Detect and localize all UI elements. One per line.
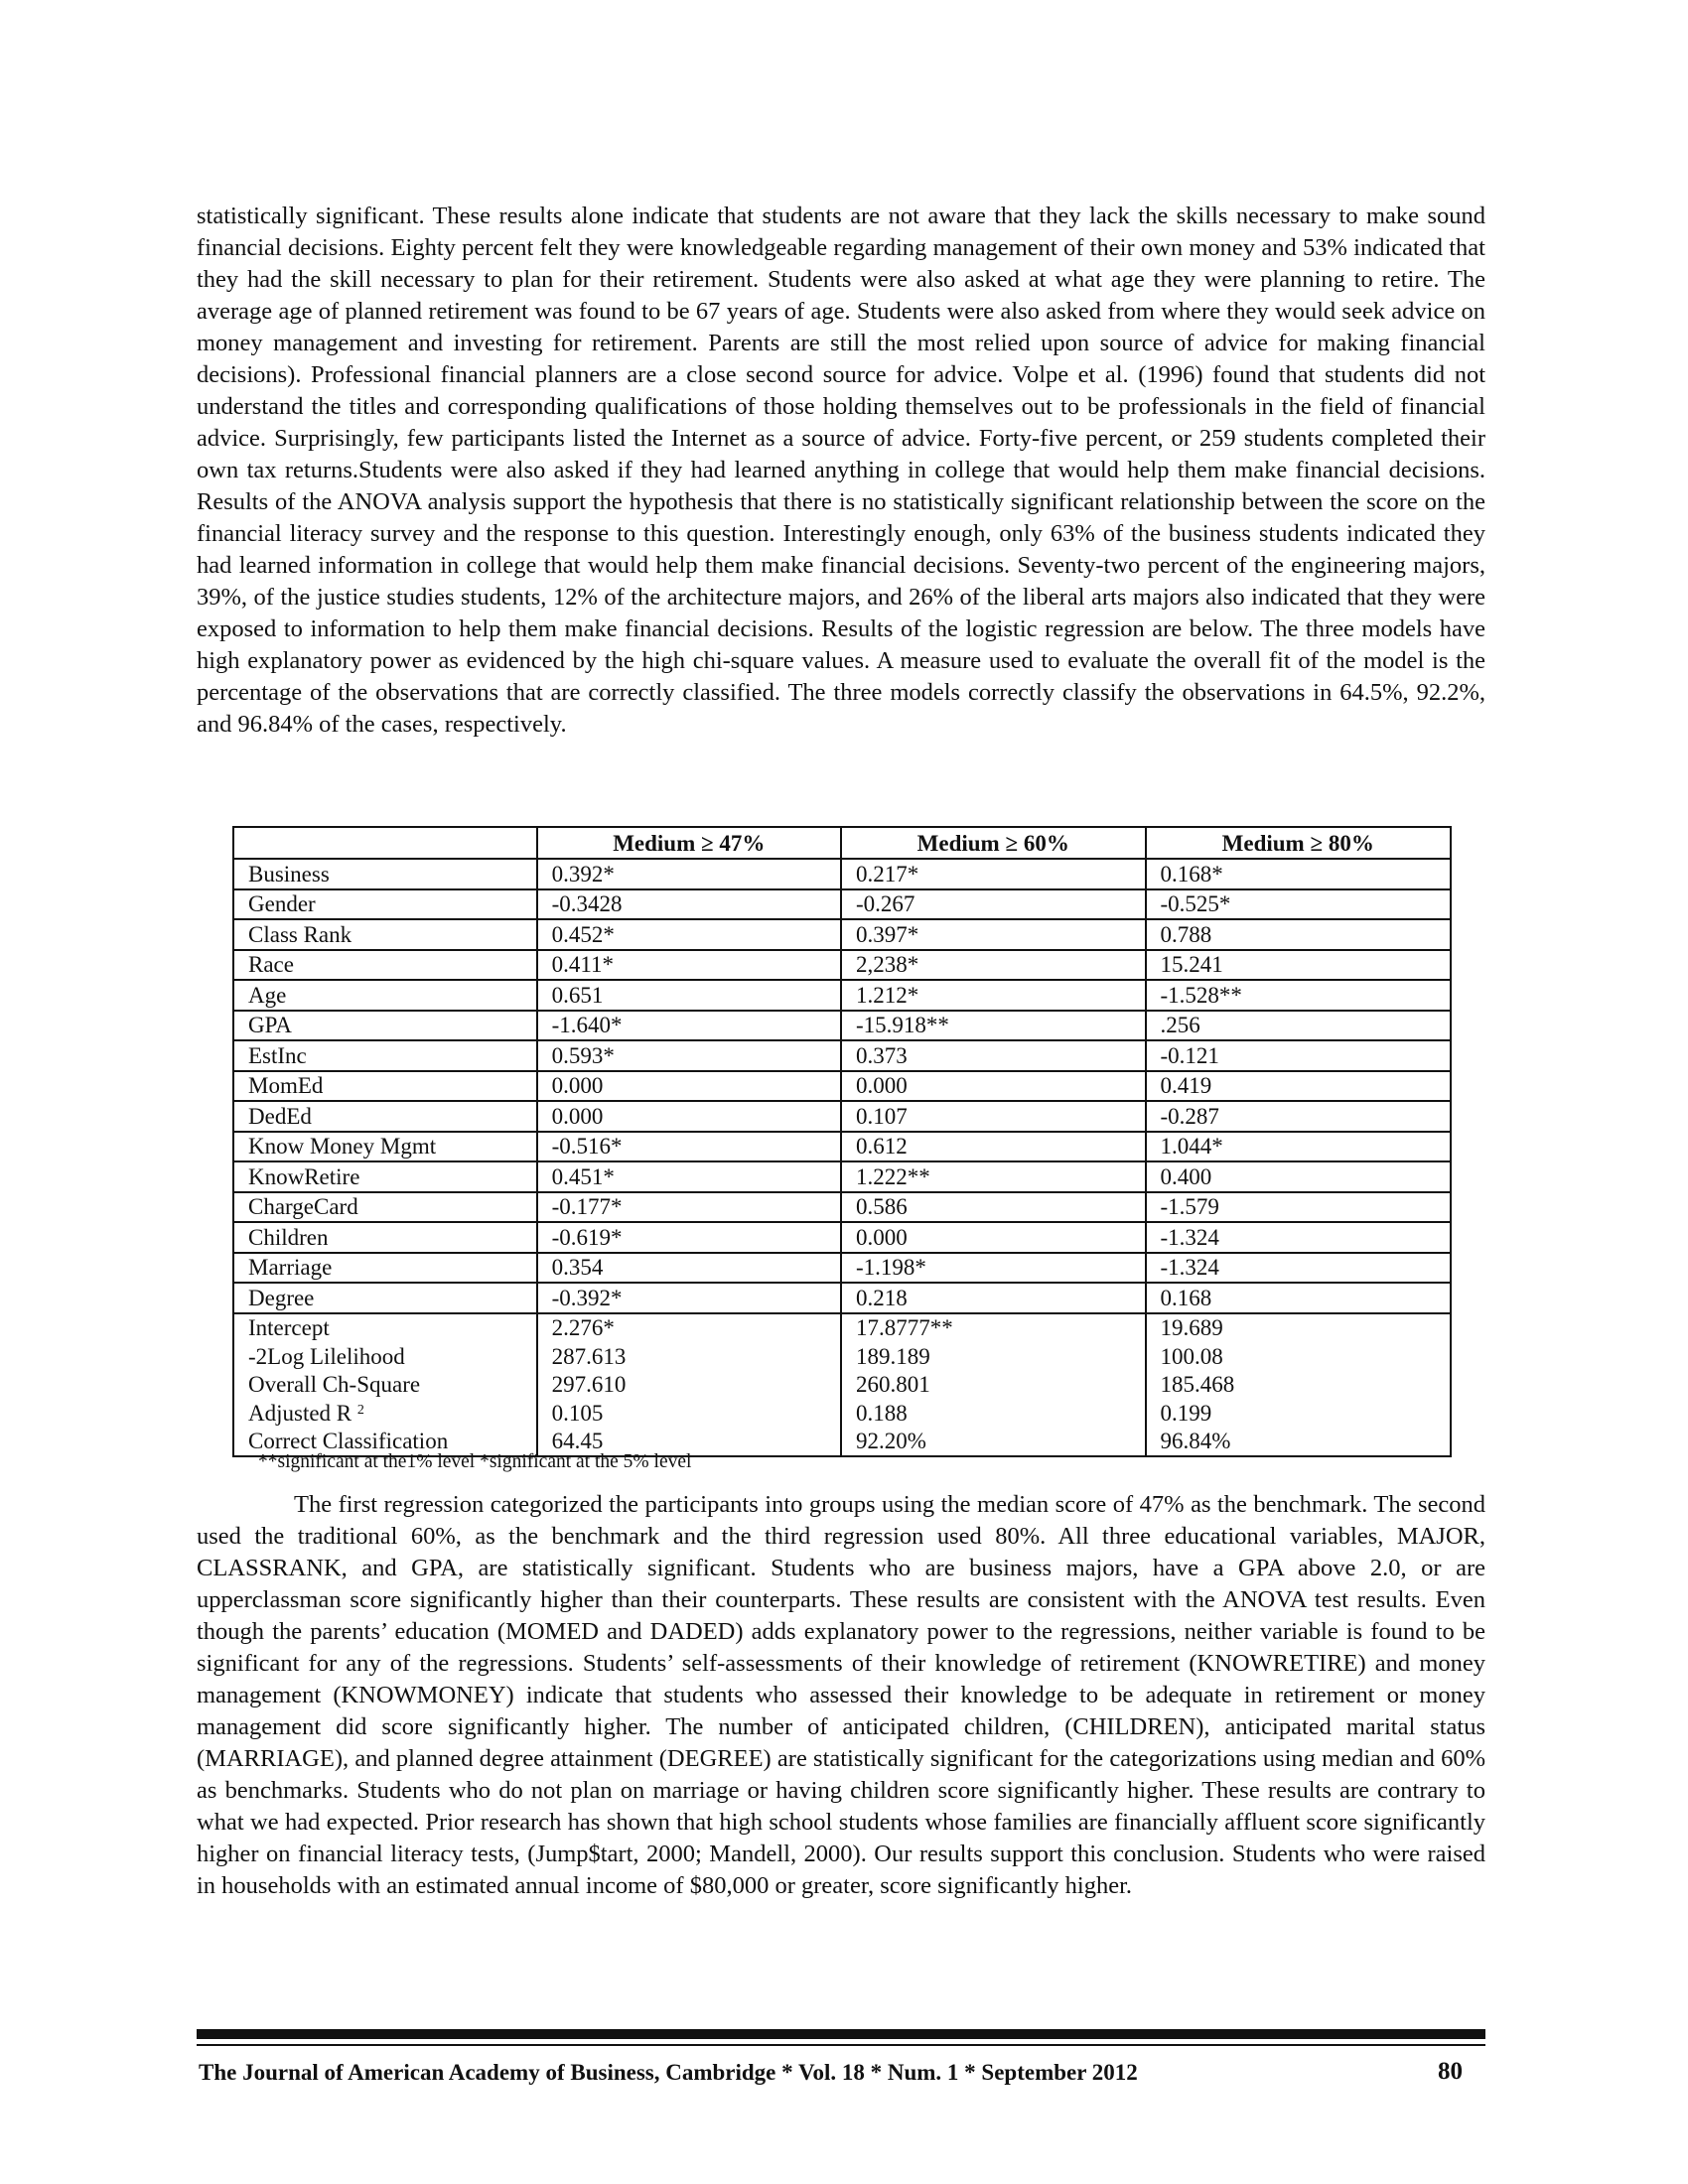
logistic-regression-table: [232, 826, 1452, 1457]
value-cell: -0.392*: [537, 1283, 841, 1313]
table-row: [233, 1040, 1451, 1071]
variable-cell: Class Rank: [233, 919, 537, 950]
table-row: [233, 919, 1451, 950]
table-row: [233, 1222, 1451, 1253]
value-cell: -0.287: [1146, 1101, 1451, 1132]
variable-cell: Degree: [233, 1283, 537, 1313]
value-cell: 0.392*: [537, 859, 841, 889]
value-cell: 0.354: [537, 1253, 841, 1284]
stat-label-cell: Intercept: [233, 1313, 537, 1343]
footer-rule-thin: [197, 2044, 1485, 2046]
value-cell: -15.918**: [841, 1011, 1146, 1041]
value-cell: -0.516*: [537, 1132, 841, 1162]
variable-cell: Gender: [233, 889, 537, 920]
table-row: [233, 889, 1451, 920]
value-cell: 0.451*: [537, 1161, 841, 1192]
value-cell: 15.241: [1146, 950, 1451, 981]
value-cell: -0.267: [841, 889, 1146, 920]
header-cell: Medium ≥ 47%: [537, 827, 841, 859]
table-row: [233, 950, 1451, 981]
page-number: 80: [1438, 2058, 1463, 2085]
value-cell: 0.168*: [1146, 859, 1451, 889]
stat-value-cell: 189.189: [841, 1342, 1146, 1371]
stat-label-cell: Correct Classification: [233, 1428, 537, 1457]
table-row: [233, 859, 1451, 889]
value-cell: 0.000: [841, 1071, 1146, 1102]
value-cell: 0.217*: [841, 859, 1146, 889]
value-cell: 0.000: [537, 1071, 841, 1102]
variable-cell: ChargeCard: [233, 1192, 537, 1223]
value-cell: -0.121: [1146, 1040, 1451, 1071]
value-cell: 0.400: [1146, 1161, 1451, 1192]
header-cell: Medium ≥ 60%: [841, 827, 1146, 859]
stat-value-cell: 287.613: [537, 1342, 841, 1371]
model-stat-row: [233, 1399, 1451, 1428]
table-row: [233, 1071, 1451, 1102]
stat-value-cell: 100.08: [1146, 1342, 1451, 1371]
value-cell: 0.397*: [841, 919, 1146, 950]
adjusted-r-label: Adjusted R: [248, 1400, 352, 1426]
variable-cell: MomEd: [233, 1071, 537, 1102]
stat-label-cell: [233, 1399, 537, 1428]
value-cell: -1.528**: [1146, 980, 1451, 1011]
value-cell: 2,238*: [841, 950, 1146, 981]
table-row: [233, 1253, 1451, 1284]
table-row: [233, 1101, 1451, 1132]
body-paragraph-1: statistically significant. These results alone indicate that students are not aware that they lack the skills necessary to make sound financial decisions. Eighty percent felt they were knowledgeable regarding management of their own money and 53% indicated that they had the skill necessary to plan for their retirement. Students were also asked at what age they were planning to retire. The average age of planned retirement was found to be 67 years of age. Students were also asked from where they would seek advice on money management and investing for retirement. Parents are still the most relied upon source of advice for making financial decisions). Professional financial planners are a close second source for advice. Volpe et al. (1996) found that students did not understand the titles and corresponding qualifications of those holding themselves out to be professionals in the field of financial advice. Surprisingly, few participants listed the Internet as a source of advice. Forty-five percent, or 259 students completed their own tax returns.Students were also asked if they had learned anything in college that would help them make financial decisions. Results of the ANOVA analysis support the hypothesis that there is no statistically significant relationship between the score on the financial literacy survey and the response to this question. Interestingly enough, only 63% of the business students indicated they had learned information in college that would help them make financial decisions. Seventy-two percent of the engineering majors, 39%, of the justice studies students, 12% of the architecture majors, and 26% of the liberal arts majors also indicated that they were exposed to information to help them make financial decisions. Results of the logistic regression are below. The three models have high explanatory power as evidenced by the high chi-square values. A measure used to evaluate the overall fit of the model is the percentage of the observations that are correctly classified. The three models correctly classify the observations in 64.5%, 92.2%, and 96.84% of the cases, respectively.: [197, 203, 1485, 738]
model-stat-row: [233, 1371, 1451, 1400]
stat-value-cell: 2.276*: [537, 1313, 841, 1343]
value-cell: 0.000: [537, 1101, 841, 1132]
stat-value-cell: 0.199: [1146, 1399, 1451, 1428]
value-cell: 0.612: [841, 1132, 1146, 1162]
value-cell: -0.525*: [1146, 889, 1451, 920]
stat-label-cell: Overall Ch-Square: [233, 1371, 537, 1400]
journal-footer: The Journal of American Academy of Business, Cambridge * Vol. 18 * Num. 1 * September 2012: [199, 2060, 1138, 2085]
model-stat-row: [233, 1342, 1451, 1371]
value-cell: 0.373: [841, 1040, 1146, 1071]
table-row: [233, 1283, 1451, 1313]
value-cell: -1.324: [1146, 1253, 1451, 1284]
value-cell: -1.198*: [841, 1253, 1146, 1284]
value-cell: 0.419: [1146, 1071, 1451, 1102]
stat-value-cell: 297.610: [537, 1371, 841, 1400]
value-cell: 0.788: [1146, 919, 1451, 950]
stat-value-cell: 185.468: [1146, 1371, 1451, 1400]
stat-value-cell: 0.105: [537, 1399, 841, 1428]
value-cell: 0.593*: [537, 1040, 841, 1071]
value-cell: 0.586: [841, 1192, 1146, 1223]
stat-value-cell: 19.689: [1146, 1313, 1451, 1343]
variable-cell: Age: [233, 980, 537, 1011]
value-cell: -0.177*: [537, 1192, 841, 1223]
stat-value-cell: 92.20%: [841, 1428, 1146, 1457]
stat-label-cell: -2Log Lilelihood: [233, 1342, 537, 1371]
variable-cell: KnowRetire: [233, 1161, 537, 1192]
variable-cell: Marriage: [233, 1253, 537, 1284]
table-row: [233, 1161, 1451, 1192]
stat-value-cell: 260.801: [841, 1371, 1146, 1400]
header-cell: Medium ≥ 80%: [1146, 827, 1451, 859]
table-row: [233, 980, 1451, 1011]
value-cell: 0.452*: [537, 919, 841, 950]
value-cell: 0.411*: [537, 950, 841, 981]
value-cell: 1.044*: [1146, 1132, 1451, 1162]
value-cell: -0.3428: [537, 889, 841, 920]
stat-value-cell: 96.84%: [1146, 1428, 1451, 1457]
value-cell: 0.168: [1146, 1283, 1451, 1313]
value-cell: 1.212*: [841, 980, 1146, 1011]
variable-cell: Know Money Mgmt: [233, 1132, 537, 1162]
value-cell: 0.218: [841, 1283, 1146, 1313]
value-cell: -1.640*: [537, 1011, 841, 1041]
model-stat-row: [233, 1313, 1451, 1343]
table-row: [233, 1011, 1451, 1041]
header-cell: [233, 827, 537, 859]
footer-rule-thick: [197, 2029, 1485, 2039]
table-row: [233, 1132, 1451, 1162]
stat-value-cell: 0.188: [841, 1399, 1146, 1428]
stat-value-cell: 17.8777**: [841, 1313, 1146, 1343]
superscript-two: 2: [356, 1402, 364, 1418]
value-cell: -1.579: [1146, 1192, 1451, 1223]
value-cell: 0.000: [841, 1222, 1146, 1253]
variable-cell: DedEd: [233, 1101, 537, 1132]
variable-cell: Children: [233, 1222, 537, 1253]
value-cell: -1.324: [1146, 1222, 1451, 1253]
significance-note: **significant at the1% level *significant at the 5% level: [258, 1451, 692, 1472]
variable-cell: EstInc: [233, 1040, 537, 1071]
table-header-row: [233, 827, 1451, 859]
value-cell: 1.222**: [841, 1161, 1146, 1192]
variable-cell: GPA: [233, 1011, 537, 1041]
body-paragraph-2: The first regression categorized the participants into groups using the median score of 47% as the benchmark. The second used the traditional 60%, as the benchmark and the third regression used 80%. All three educational variables, MAJOR, CLASSRANK, and GPA, are statistically significant. Students who are business majors, have a GPA above 2.0, or are upperclassman score significantly higher than their counterparts. These results are consistent with the ANOVA test results. Even though the parents’ education (MOMED and DADED) adds explanatory power to the regressions, neither variable is found to be significant for any of the regressions. Students’ self-assessments of their knowledge of retirement (KNOWRETIRE) and money management (KNOWMONEY) indicate that students who assessed their knowledge to be adequate in retirement or money management did score significantly higher. The number of anticipated children, (CHILDREN), anticipated marital status (MARRIAGE), and planned degree attainment (DEGREE) are statistically significant for the categorizations using median and 60% as benchmarks. Students who do not plan on marriage or having children score significantly higher. These results are contrary to what we had expected. Prior research has shown that high school students whose families are financially affluent score significantly higher on financial literacy tests, (Jump$tart, 2000; Mandell, 2000). Our results support this conclusion. Students who were raised in households with an estimated annual income of $80,000 or greater, score significantly higher.: [197, 1491, 1485, 1899]
value-cell: 0.107: [841, 1101, 1146, 1132]
table-row: [233, 1192, 1451, 1223]
value-cell: 0.651: [537, 980, 841, 1011]
variable-cell: Race: [233, 950, 537, 981]
value-cell: -0.619*: [537, 1222, 841, 1253]
value-cell: .256: [1146, 1011, 1451, 1041]
variable-cell: Business: [233, 859, 537, 889]
stat-value-cell: 64.45: [537, 1428, 841, 1457]
